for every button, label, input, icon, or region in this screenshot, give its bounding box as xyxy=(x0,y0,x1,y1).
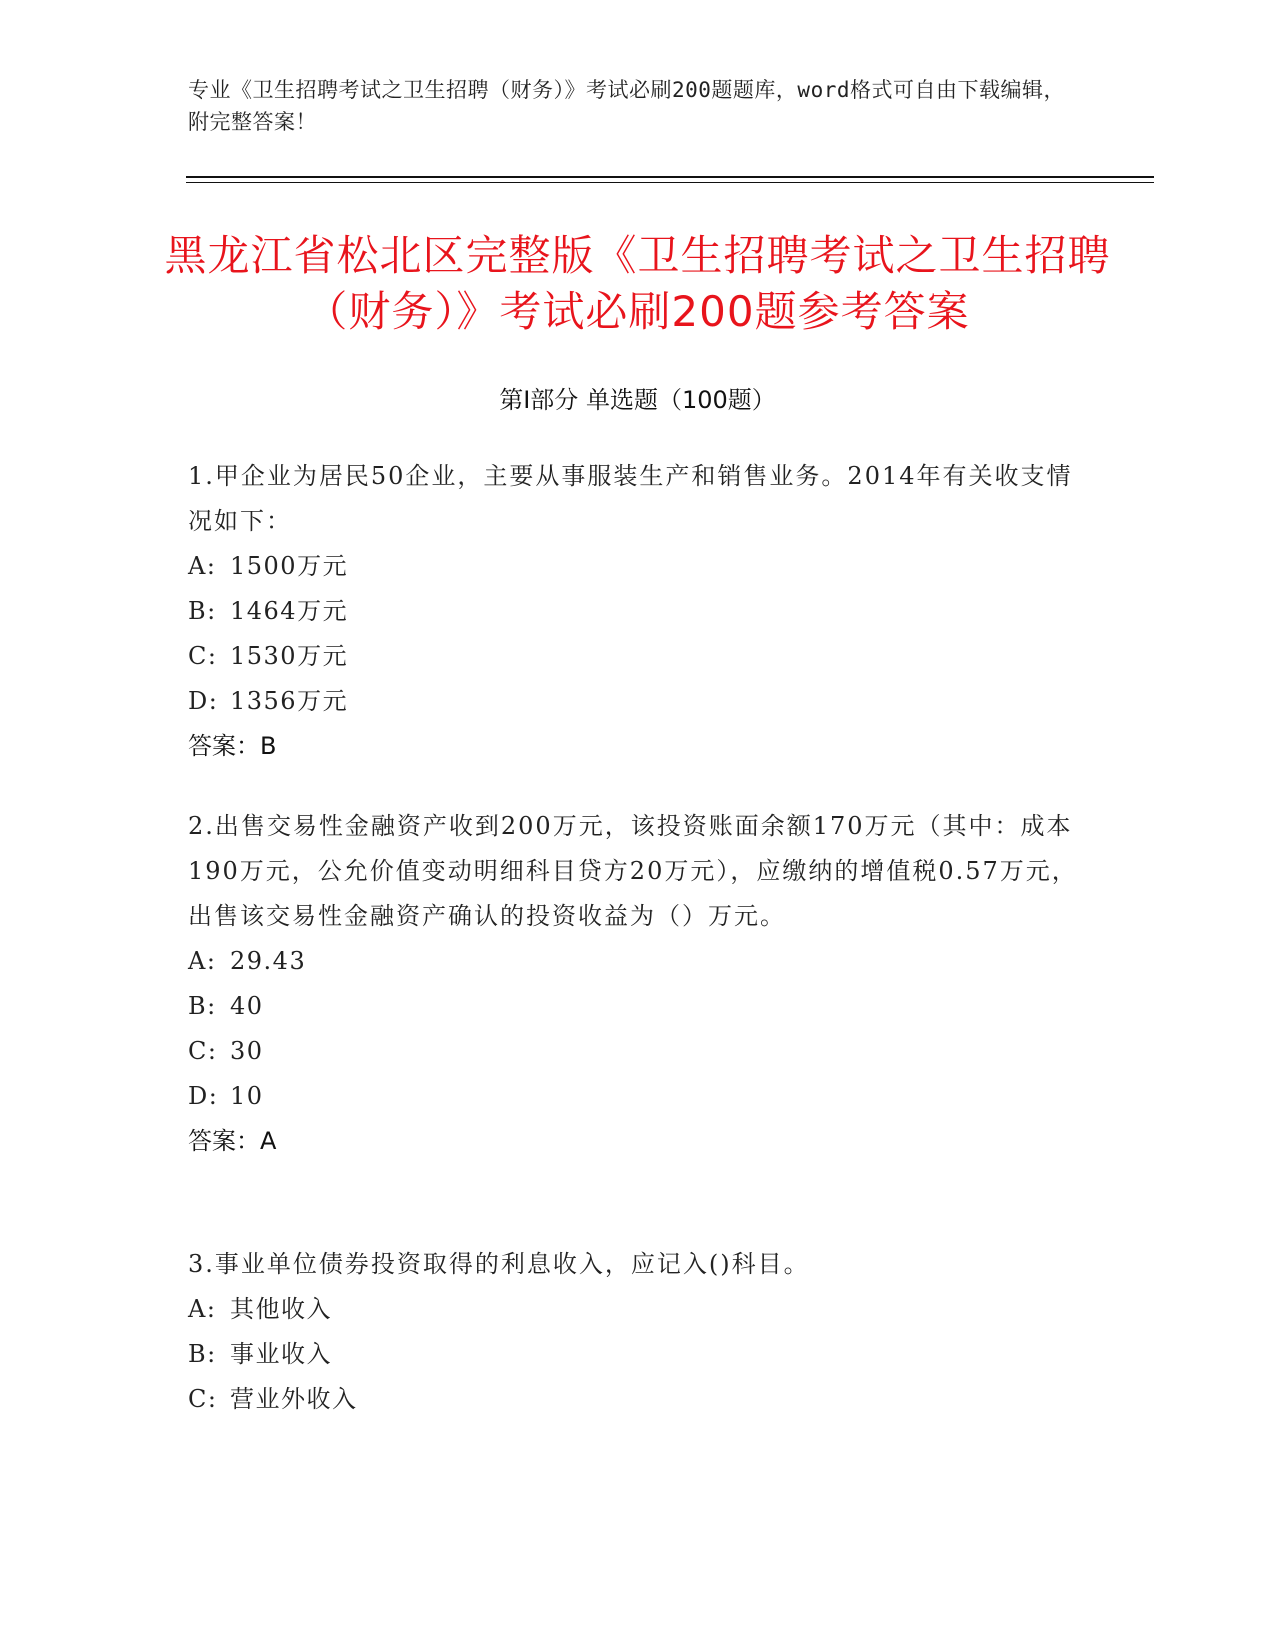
option-text: 30 xyxy=(230,1037,264,1065)
option-letter: B: xyxy=(188,992,217,1020)
option-d xyxy=(188,679,1088,724)
option-a xyxy=(188,939,1088,984)
header-divider-thin xyxy=(186,182,1154,183)
header-note: 专业《卫生招聘考试之卫生招聘（财务）》考试必刷200题题库，word格式可自由下载编辑，附完整答案！ xyxy=(188,78,1065,134)
option-c xyxy=(188,634,1088,679)
option-letter: D: xyxy=(188,1082,219,1110)
option-b xyxy=(188,589,1088,634)
header-divider-thick xyxy=(186,176,1154,178)
document-title: 黑龙江省松北区完整版《卫生招聘考试之卫生招聘（财务）》考试必刷200题参考答案 xyxy=(164,231,1111,336)
option-b xyxy=(188,984,1088,1029)
option-letter: C: xyxy=(188,642,218,670)
option-text: 1530万元 xyxy=(230,642,349,670)
option-letter: D: xyxy=(188,687,219,715)
option-text: 1500万元 xyxy=(230,552,349,580)
option-text: 事业收入 xyxy=(230,1340,332,1368)
option-d xyxy=(188,1074,1088,1119)
option-letter: A: xyxy=(188,947,217,975)
option-text: 29.43 xyxy=(230,947,307,975)
option-text: 营业外收入 xyxy=(230,1385,358,1413)
question-2 xyxy=(188,804,1088,1164)
option-text: 其他收入 xyxy=(230,1295,332,1323)
question-1 xyxy=(188,454,1088,769)
option-text: 10 xyxy=(230,1082,264,1110)
option-letter: C: xyxy=(188,1385,218,1413)
option-a xyxy=(188,1287,1088,1332)
question-stem: 2.出售交易性金融资产收到200万元，该投资账面余额170万元（其中：成本190万元，公允价值变动明细科目贷方20万元），应缴纳的增值税0.57万元，出售该交易性金融资产确认的投资收益为（）万元。 xyxy=(188,812,1078,930)
option-c xyxy=(188,1377,1088,1422)
question-stem: 1.甲企业为居民50企业，主要从事服装生产和销售业务。2014年有关收支情况如下： xyxy=(188,462,1073,535)
option-b xyxy=(188,1332,1088,1377)
option-letter: C: xyxy=(188,1037,218,1065)
option-letter: A: xyxy=(188,552,217,580)
option-text: 1464万元 xyxy=(230,597,349,625)
option-letter: B: xyxy=(188,597,217,625)
answer: 答案：A xyxy=(188,1127,277,1155)
answer: 答案：B xyxy=(188,732,277,760)
option-text: 40 xyxy=(230,992,264,1020)
option-text: 1356万元 xyxy=(230,687,349,715)
option-a xyxy=(188,544,1088,589)
question-stem: 3.事业单位债券投资取得的利息收入，应记入()科目。 xyxy=(188,1250,810,1278)
option-letter: A: xyxy=(188,1295,217,1323)
option-letter: B: xyxy=(188,1340,217,1368)
question-3 xyxy=(188,1242,1088,1422)
option-c xyxy=(188,1029,1088,1074)
section-heading: 第Ⅰ部分 单选题（100题） xyxy=(499,386,776,414)
